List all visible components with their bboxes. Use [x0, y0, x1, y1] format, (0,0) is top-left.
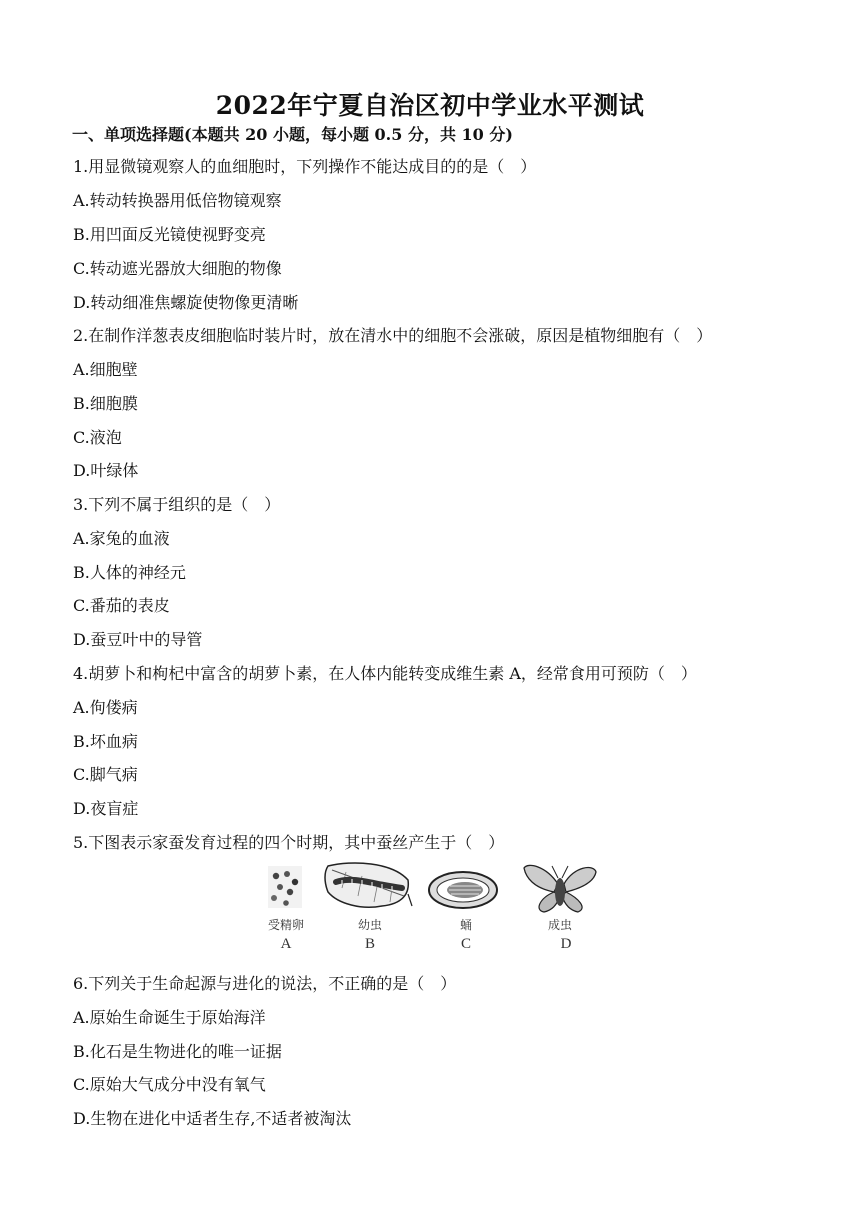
stage-d-label: 成虫 [547, 918, 572, 932]
question-2-option-c: C.液泡 [73, 428, 122, 447]
page-title: 2022年宁夏自治区初中学业水平测试 [215, 91, 645, 120]
stage-b-label: 幼虫 [357, 918, 382, 932]
question-1-option-c: C.转动遮光器放大细胞的物像 [73, 259, 282, 278]
question-1-stem: 1.用显微镜观察人的血细胞时，下列操作不能达成目的的是（ ） [73, 157, 537, 176]
question-3-stem: 3.下列不属于组织的是（ ） [73, 495, 281, 514]
question-6-option-a: A.原始生命诞生于原始海洋 [73, 1008, 266, 1027]
question-4-option-d: D.夜盲症 [73, 799, 139, 818]
question-4-option-c: C.脚气病 [73, 765, 138, 784]
question-1-option-b: B.用凹面反光镜使视野变亮 [73, 225, 266, 244]
question-6-option-b: B.化石是生物进化的唯一证据 [73, 1042, 282, 1061]
question-6-stem: 6.下列关于生命起源与进化的说法，不正确的是（ ） [73, 974, 457, 993]
question-4-option-a: A.佝偻病 [73, 698, 138, 717]
question-2-stem: 2.在制作洋葱表皮细胞临时装片时，放在清水中的细胞不会涨破，原因是植物细胞有（ ） [73, 326, 713, 345]
stage-a-letter: A [280, 936, 292, 952]
question-4-stem: 4.胡萝卜和枸杞中富含的胡萝卜素，在人体内能转变成维生素 A，经常食用可预防（ ） [73, 664, 697, 683]
stage-b-letter: B [364, 936, 375, 952]
question-3-option-b: B.人体的神经元 [73, 563, 186, 582]
question-3-option-c: C.番茄的表皮 [73, 596, 170, 615]
stage-c-label: 蛹 [459, 918, 472, 932]
section-heading: 一、单项选择题(本题共 20 小题，每小题 0.5 分，共 10 分) [72, 125, 513, 144]
pupa-illustration [429, 872, 497, 908]
question-4-option-b: B.坏血病 [73, 732, 138, 751]
question-5-stem: 5.下图表示家蚕发育过程的四个时期，其中蚕丝产生于（ ） [73, 833, 505, 852]
stage-d-letter: D [560, 936, 572, 952]
moth-illustration [524, 865, 596, 912]
question-1-option-a: A.转动转换器用低倍物镜观察 [73, 191, 282, 210]
question-2-option-a: A.细胞壁 [73, 360, 138, 379]
question-2-option-b: B.细胞膜 [73, 394, 138, 413]
egg-illustration [268, 866, 302, 908]
question-1-option-d: D.转动细准焦螺旋使物像更清晰 [73, 293, 299, 312]
question-6-option-c: C.原始大气成分中没有氧气 [73, 1075, 266, 1094]
question-3-option-a: A.家兔的血液 [73, 529, 170, 548]
silkworm-figure [262, 858, 608, 958]
question-2-option-d: D.叶绿体 [73, 461, 139, 480]
stage-a-label: 受精卵 [267, 918, 304, 932]
stage-c-letter: C [460, 936, 471, 952]
larva-illustration [325, 863, 412, 907]
question-3-option-d: D.蚕豆叶中的导管 [73, 630, 203, 649]
question-6-option-d: D.生物在进化中适者生存,不适者被淘汰 [73, 1109, 352, 1128]
